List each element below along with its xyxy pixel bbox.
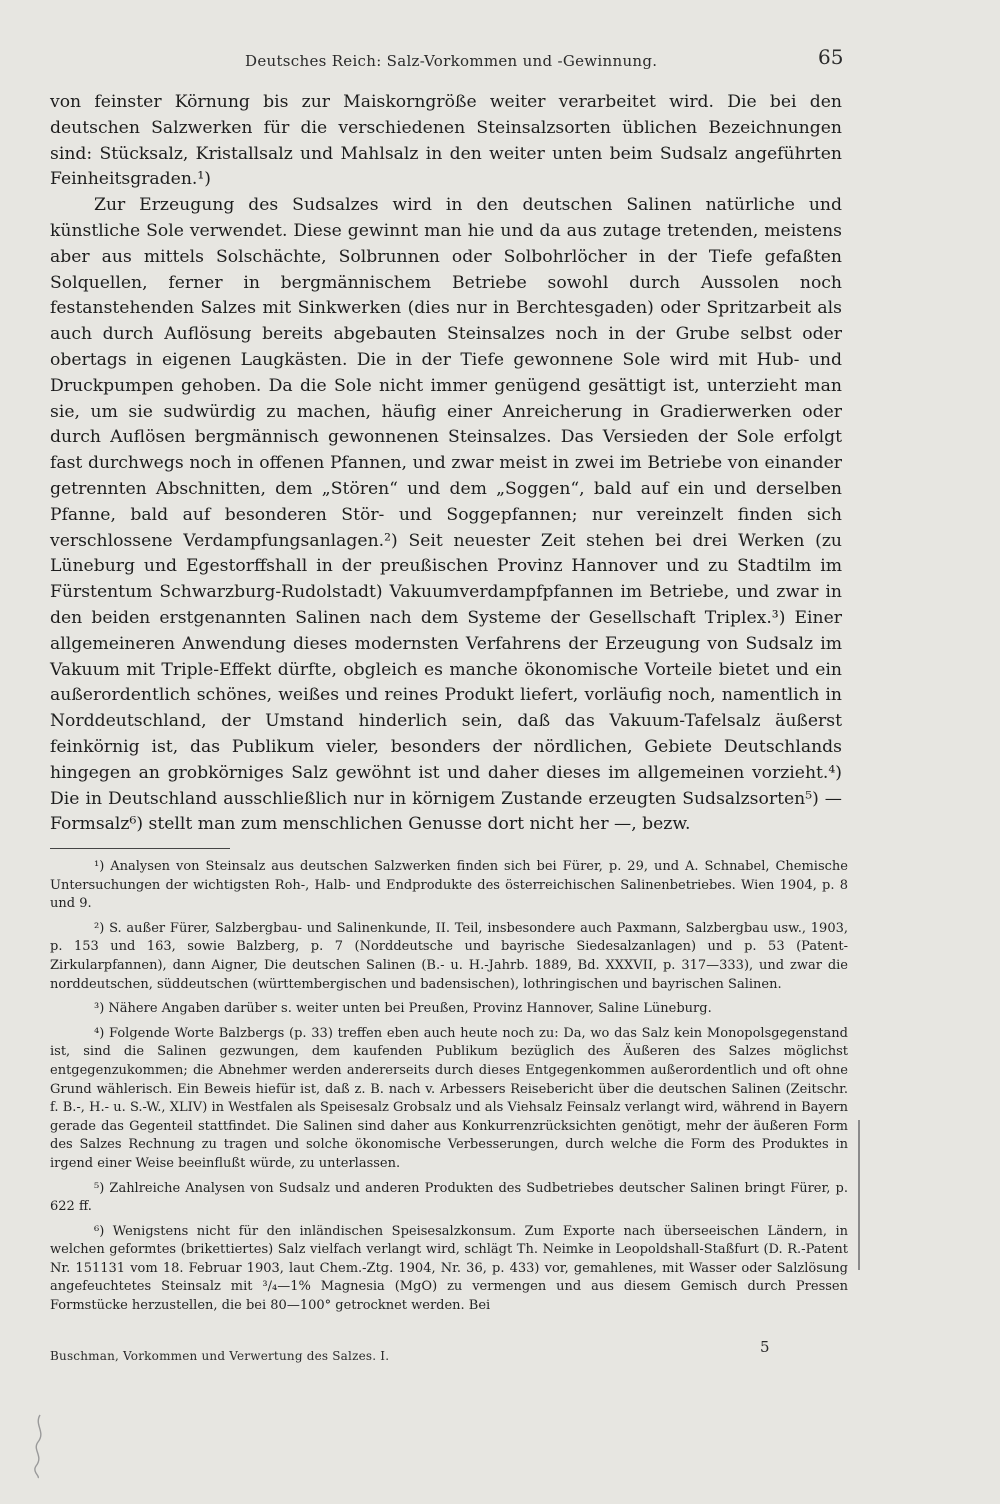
signature-line: Buschman, Vorkommen und Verwertung des Salzes. I. [50, 1349, 390, 1363]
paragraph-sudsalz: Zur Erzeugung des Sudsalzes wird in den deutschen Salinen natürliche und künstliche Sole verwendet. Diese gewinnt man hie und da aus zutage tretenden, meistens aber aus mittels Solschächte, Solbrunnen oder Solbohrlöcher in der Tiefe gefaßten Solquellen, ferner in bergmännischem Betriebe sowohl durch Aussolen noch festanstehenden Salzes mit Sinkwerken (dies nur in Berchtesgaden) oder Spritzarbeit als auch durch Auflösung bereits abgebauten Steinsalzes noch in der Grube selbst oder obertags in eigenen Laugkästen. Die in der Tiefe gewonnene Sole wird mit Hub- und Druckpumpen gehoben. Da die Sole nicht immer genügend gesättigt ist, unterzieht man sie, um sie sudwürdig zu machen, häufig einer Anreicherung in Gradierwerken oder durch Auflösen bergmännisch gewonnenen Steinsalzes. Das Versieden der Sole erfolgt fast durchwegs noch in offenen Pfannen, und zwar meist in zwei im Betriebe von einander getrennten Abschnitten, dem „Stören“ und dem „Soggen“, bald auf ein und derselben Pfanne, bald auf besonderen Stör- und Soggepfannen; nur vereinzelt finden sich verschlossene Verdampfungsanlagen.²) Seit neuester Zeit stehen bei drei Werken (zu Lüneburg und Egestorffshall in der preußischen Provinz Hannover und zu Stadtilm im Fürstentum Schwarzburg-Rudolstadt) Vakuumverdampfpfannen im Betriebe, und zwar in den beiden erstgenannten Salinen nach dem Systeme der Gesellschaft Triplex.³) Einer allgemeineren Anwendung dieses modernsten Verfahrens der Erzeugung von Sudsalz im Vakuum mit Triple-Effekt dürfte, obgleich es manche ökonomische Vorteile bietet und ein außerordentlich schönes, weißes und reines Produkt liefert, vorläufig noch, namentlich in Norddeutschland, der Umstand hinderlich sein, daß das Vakuum-Tafelsalz äußerst feinkörnig ist, das Publikum vieler, besonders der nördlichen, Gebiete Deutschlands hingegen an grobkörniges Salz gewöhnt ist und daher dieses im allgemeinen vorzieht.⁴) Die in Deutschland ausschließlich nur in körnigem Zustande erzeugten Sudsalzsorten⁵) — Formsalz⁶) stellt man zum menschlichen Genusse dort nicht her —, bezw. [50, 195, 842, 835]
footnote-3: ³) Nähere Angaben darüber s. weiter unten bei Preußen, Provinz Hannover, Saline Lüneburg. [94, 1001, 712, 1017]
footnote-5: ⁵) Zahlreiche Analysen von Sudsalz und anderen Produkten des Sudbetriebes deutscher Salinen bringt Fürer, p. 622 ff. [50, 1180, 848, 1215]
margin-line [858, 1120, 860, 1270]
footnote-2: ²) S. außer Fürer, Salzbergbau- und Salinenkunde, II. Teil, insbesondere auch Paxmann, Salzbergbau usw., 1903, p. 153 und 163, sowie Balzberg, p. 7 (Norddeutsche und bayrische Siedesalzanlagen) und p. 53 (Patent-Zirkularpfannen), dann Aigner, Die deutschen Salinen (B.- u. H.-Jahrb. 1889, Bd. XXXVII, p. 317—333), und zwar die norddeutschen, süddeutschen (württembergischen und badensischen), lothringischen und bayrischen Salinen. [50, 920, 848, 992]
running-title: Deutsches Reich: Salz-Vorkommen und -Gewinnung. [245, 52, 658, 70]
main-text [50, 90, 842, 838]
footnotes [50, 858, 848, 1322]
pencil-mark-icon [20, 1410, 60, 1480]
paragraph-continued: von feinster Körnung bis zur Maiskorngröße weiter verarbeitet wird. Die bei den deutschen Salzwerken für die verschiedenen Steinsalzsorten üblichen Bezeichnungen sind: Stücksalz, Kristallsalz und Mahlsalz in den weiter unten beim Sudsalz angeführten Feinheitsgraden.¹) [50, 92, 842, 190]
footnote-divider [50, 848, 230, 849]
footnote-6: ⁶) Wenigstens nicht für den inländischen Speisesalzkonsum. Zum Exporte nach überseeischen Ländern, in welchen geformtes (brikettiertes) Salz vielfach verlangt wird, schlägt Th. Neimke in Leopoldshall-Staßfurt (D. R.-Patent Nr. 151131 vom 18. Februar 1903, laut Chem.-Ztg. 1904, Nr. 36, p. 433) vor, gemahlenes, mit Wasser oder Salzlösung angefeuchtetes Steinsalz mit ³/₄—1% Magnesia (MgO) zu vermengen und aus diesem Gemisch durch Pressen Formstücke herzustellen, die bei 80—100° getrocknet werden. Bei [50, 1223, 848, 1314]
page-number: 65 [818, 45, 844, 69]
footnote-4: ⁴) Folgende Worte Balzbergs (p. 33) treffen eben auch heute noch zu: Da, wo das Salz kein Monopolsgegenstand ist, sind die Salinen gezwungen, dem kaufenden Publikum bezüglich des Äußeren des Salzes möglichst entgegenzukommen; die Abnehmer werden andererseits durch dieses Entgegenkommen außerordentlich und oft ohne Grund wählerisch. Ein Beweis hiefür ist, daß z. B. nach v. Arbessers Reisebericht über die deutschen Salinen (Zeitschr. f. B.-, H.- u. S.-W., XLIV) in Westfalen als Speisesalz Grobsalz und als Viehsalz Feinsalz verlangt wird, während in Bayern gerade das Gegenteil stattfindet. Die Salinen sind daher aus Konkurrenzrücksichten genötigt, mehr der äußeren Form des Salzes Rechnung zu tragen und solche ökonomische Verbesserungen, durch welche die Form des Produktes in irgend einer Weise beeinflußt würde, zu unterlassen. [50, 1025, 848, 1171]
sheet-number: 5 [760, 1338, 770, 1356]
footnote-1: ¹) Analysen von Steinsalz aus deutschen Salzwerken finden sich bei Fürer, p. 29, und A. Schnabel, Chemische Untersuchungen der wichtigsten Roh-, Halb- und Endprodukte des österreichischen Salinenbetriebes. Wien 1904, p. 8 und 9. [50, 859, 848, 912]
